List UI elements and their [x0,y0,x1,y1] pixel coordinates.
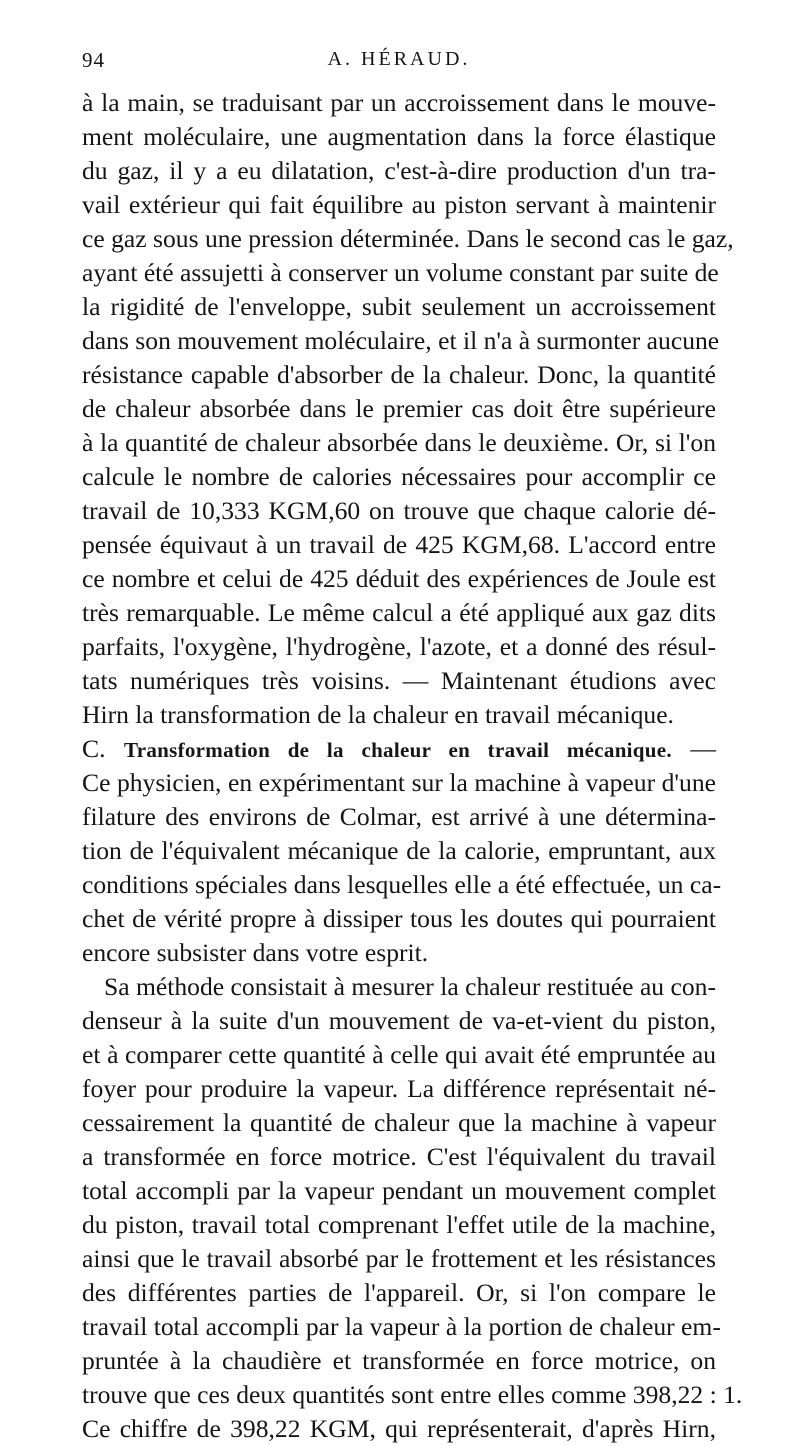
section-dash: — [690,734,716,763]
section-heading [82,732,716,766]
body-text [82,86,743,1446]
text-line: pensée équivaut à un travail de 425 KGM,68. L'accord entre [82,530,716,559]
text-line: total accompli par la vapeur pendant un mouvement complet [82,1176,716,1205]
text-line: encore subsister dans votre esprit. [82,938,429,967]
text-line: Hirn la transformation de la chaleur en travail mécanique. [82,700,674,729]
text-line: de chaleur absorbée dans le premier cas doit être supérieure [82,394,716,423]
text-line: conditions spéciales dans lesquelles elle a été effectuée, un ca- [82,870,722,899]
text-line: ayant été assujetti à conserver un volume constant par suite de [82,258,719,287]
text-line: dans son mouvement moléculaire, et il n'a à surmonter aucune [82,326,720,355]
section-title: Transformation de la chaleur en travail mécanique. [123,738,672,762]
text-line: ce gaz sous une pression déterminée. Dans le second cas le gaz, [82,224,734,253]
text-line: et à comparer cette quantité à celle qui avait été empruntée au [82,1040,716,1069]
running-head: A. HÉRAUD. [327,48,471,70]
text-line: calcule le nombre de calories nécessaires pour accomplir ce [82,462,716,491]
page-number: 94 [82,48,105,72]
text-line: du piston, travail total comprenant l'effet utile de la machine, [82,1210,716,1239]
text-line: tats numériques très voisins. — Maintenant étudions avec [82,666,716,695]
text-line: à la quantité de chaleur absorbée dans le deuxième. Or, si l'on [82,428,716,457]
text-line: la rigidité de l'enveloppe, subit seulement un accroissement [82,292,716,321]
text-line: denseur à la suite d'un mouvement de va-et-vient du piston, [82,1006,716,1035]
text-line: trouve que ces deux quantités sont entre elles comme 398,22 : 1. [82,1380,743,1409]
text-line: très remarquable. Le même calcul a été appliqué aux gaz dits [82,598,716,627]
text-line: vail extérieur qui fait équilibre au piston servant à maintenir [82,190,716,219]
text-line: pruntée à la chaudière et transformée en force motrice, on [82,1346,716,1375]
section-letter: C. [82,734,106,763]
text-line: à la main, se traduisant par un accroissement dans le mouve- [82,88,716,117]
text-line: ce nombre et celui de 425 déduit des expériences de Joule est [82,564,716,593]
text-line: cessairement la quantité de chaleur que la machine à vapeur [82,1108,716,1137]
text-line: parfaits, l'oxygène, l'hydrogène, l'azote, et a donné des résul- [82,632,716,661]
text-line: Ce physicien, en expérimentant sur la machine à vapeur d'une [82,768,716,797]
text-line: a transformée en force motrice. C'est l'équivalent du travail [82,1142,716,1171]
page-header [82,48,716,82]
text-line: des différentes parties de l'appareil. Or, si l'on compare le [82,1278,716,1307]
text-line: Ce chiffre de 398,22 KGM, qui représenterait, d'après Hirn, [82,1414,716,1443]
text-line: ment moléculaire, une augmentation dans la force élastique [82,122,716,151]
text-line: filature des environs de Colmar, est arrivé à une détermina- [82,802,716,831]
text-line: travail total accompli par la vapeur à la portion de chaleur em- [82,1312,721,1341]
text-line: tion de l'équivalent mécanique de la calorie, empruntant, aux [82,836,716,865]
text-line: ainsi que le travail absorbé par le frottement et les résistances [82,1244,716,1273]
text-line: résistance capable d'absorber de la chaleur. Donc, la quantité [82,360,716,389]
text-line: travail de 10,333 KGM,60 on trouve que chaque calorie dé- [82,496,716,525]
text-line: du gaz, il y a eu dilatation, c'est-à-dire production d'un tra- [82,156,716,185]
text-line: Sa méthode consistait à mesurer la chaleur restituée au con- [104,972,716,1001]
text-line: chet de vérité propre à dissiper tous les doutes qui pourraient [82,904,716,933]
text-line: foyer pour produire la vapeur. La différence représentait né- [82,1074,716,1103]
